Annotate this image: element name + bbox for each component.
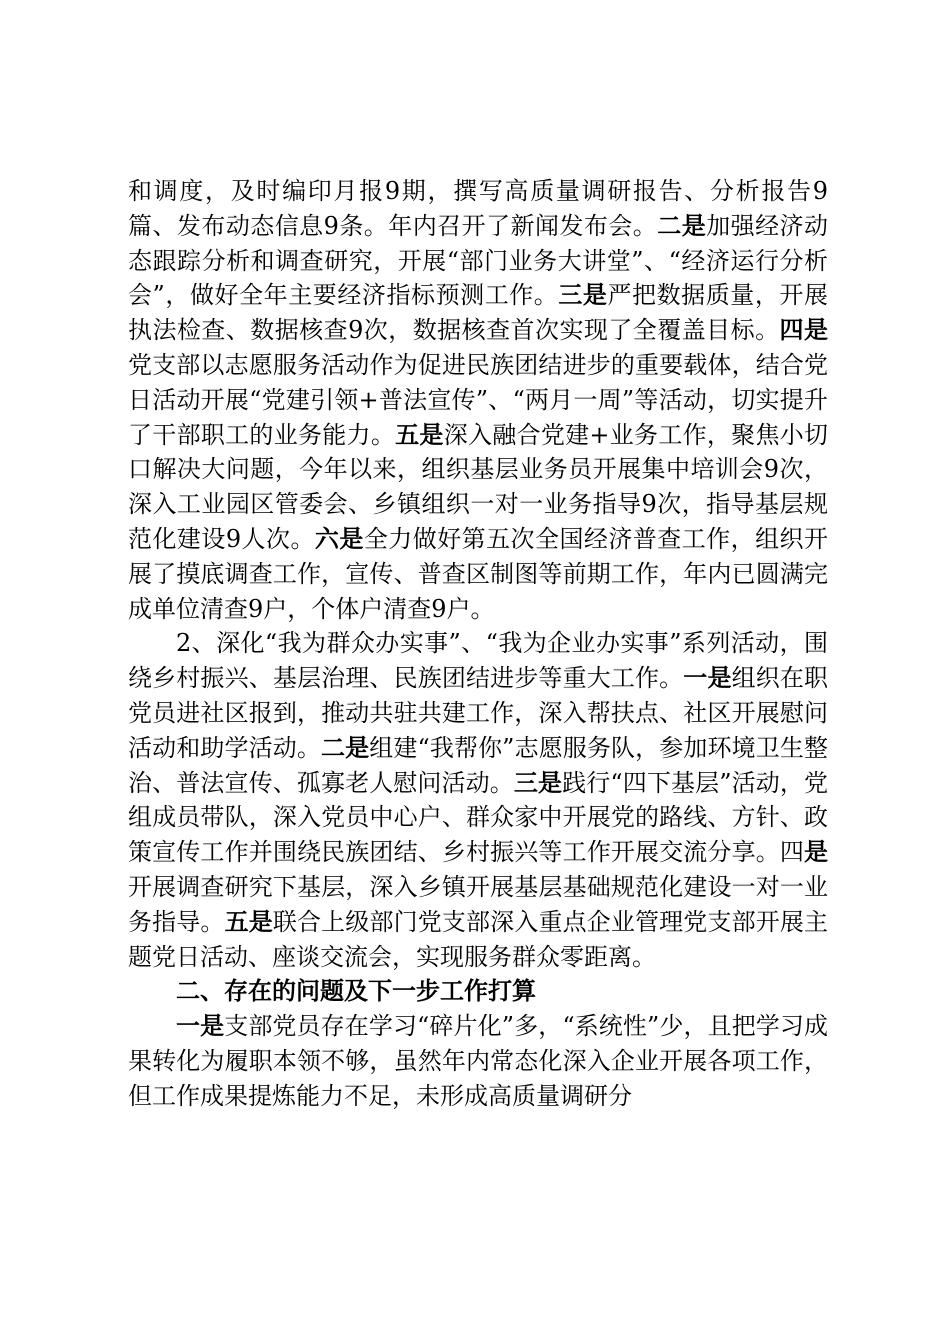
bold-marker: 三是 — [513, 767, 563, 797]
text-run: 支部党员存在学习“碎片化”多，“系统性”少，且把学习成果转化为履职本领不够，虽然年内常态化深入企业开展各项工作，但工作成果提炼能力不足，未形成高质量调研分 — [128, 1012, 829, 1110]
text-run: 加强经济动态跟踪分析和调查研究，开展“部门业务大讲堂”、“经济运行分析会”，做好全年主要经济指标预测工作。 — [128, 211, 829, 310]
paragraph-problems — [128, 1009, 828, 1113]
text-run: 践行“四下基层”活动，党组成员带队，深入党员中心户、群众家中开展党的路线、方针、政策宣传工作并围绕民族团结、乡村振兴等工作开展交流分享。四 — [128, 768, 829, 867]
bold-marker: 四是 — [779, 315, 829, 345]
bold-marker: 三是 — [558, 280, 608, 310]
text-run: 组织在职党员进社区报到，推动共驻共建工作，深入帮扶点、社区开展慰问活动和助学活动。 — [128, 664, 829, 762]
paragraph-service-activities — [128, 626, 828, 974]
text-run: 2、深化“我为群众办实事”、“我为企业办实事”系列活动，围绕乡村振兴、基层治理、民族团结进步等重大工作。 — [128, 629, 828, 693]
paragraph-work-summary — [128, 174, 828, 626]
bold-marker: 二是 — [320, 732, 370, 762]
bold-marker: 六是 — [314, 523, 364, 553]
text-run: 联合上级部门党支部深入重点企业管理党支部开展主题党日活动、座谈交流会，实现服务群众零距离。 — [128, 907, 829, 971]
bold-marker: 五是 — [224, 906, 273, 936]
bold-marker: 一是 — [176, 1011, 225, 1041]
text-run: 深入融合党建+业务工作，聚焦小切口解决大问题，今年以来，组织基层业务员开展集中培训会9次，深入工业园区管委会、乡镇组织一对一业务指导9次，指导基层规范化建设9人次。 — [128, 420, 829, 553]
text-run: 和调度，及时编印月报9期，撰写高质量调研报告、分析报告9篇、发布动态信息9条。年内召开了新闻发布会。 — [128, 177, 828, 240]
bold-marker: 二是 — [657, 210, 707, 240]
text-run: 开展调查研究下基层，深入乡镇开展基层基础规范化建设一对一业务指导。 — [128, 872, 828, 936]
bold-marker: 是 — [804, 837, 828, 867]
bold-marker: 五是 — [395, 419, 444, 449]
text-run: 党支部以志愿服务活动作为促进民族团结进步的重要载体，结合党日活动开展“党建引领+普法宣传”、“两月一周”等活动，切实提升了干部职工的业务能力。 — [128, 350, 828, 449]
text-run: 严把数据质量，开展执法检查、数据核查9次，数据核查首次实现了全覆盖目标。 — [128, 281, 828, 345]
text-run: 全力做好第五次全国经济普查工作，组织开展了摸底调查工作，宣传、普查区制图等前期工作，年内已圆满完成单位清查9户，个体户清查9户。 — [128, 524, 829, 623]
bold-marker: 一是 — [683, 663, 732, 693]
text-run: 组建“我帮你”志愿服务队，参加环境卫生整治、普法宣传、孤寡老人慰问活动。 — [128, 733, 829, 797]
document-body — [128, 174, 828, 1114]
section-heading: 二、存在的问题及下一步工作打算 — [176, 977, 536, 1006]
